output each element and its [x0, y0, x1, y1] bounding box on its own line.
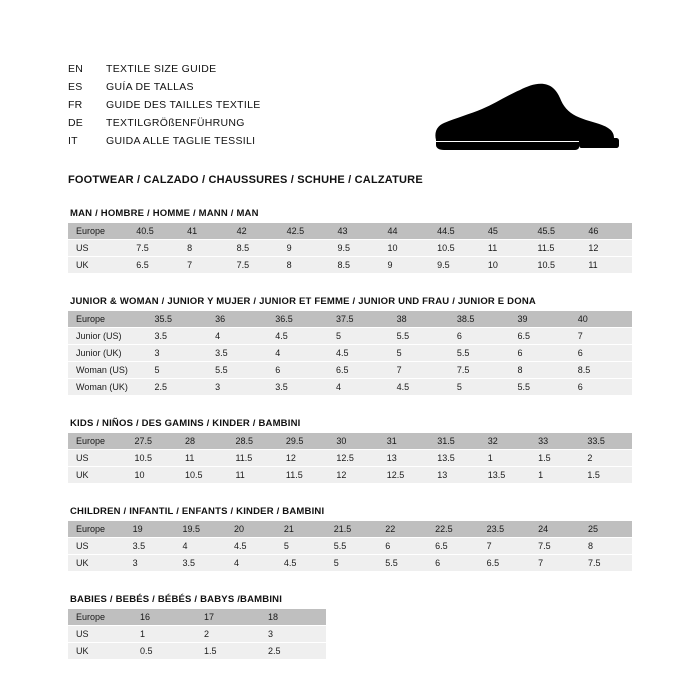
table-row — [68, 538, 632, 555]
cell: 9 — [381, 257, 431, 274]
cell: 3 — [148, 345, 209, 362]
head-cell: 37.5 — [330, 311, 391, 328]
head-cell: 29.5 — [280, 433, 330, 450]
language-title: TEXTILGRÖßENFÜHRUNG — [106, 117, 245, 129]
group-junior-woman — [68, 296, 632, 396]
cell: 4.5 — [269, 328, 330, 345]
group-title-children: CHILDREN / INFANTIL / ENFANTS / KINDER / BAMBINI — [70, 506, 325, 517]
cell: 8.5 — [331, 257, 381, 274]
row-label: UK — [68, 257, 130, 274]
cell: 11.5 — [532, 240, 583, 257]
cell: 7 — [572, 328, 632, 345]
table-head-row — [68, 223, 632, 240]
cell: 2.5 — [262, 643, 326, 660]
cell: 11 — [229, 467, 279, 484]
group-babies — [68, 594, 632, 660]
row-label: Junior (US) — [68, 328, 148, 345]
group-title-babies: BABIES / BEBÉS / BÉBÉS / BABYS /BAMBINI — [70, 594, 283, 605]
cell: 6 — [572, 345, 632, 362]
language-title: TEXTILE SIZE GUIDE — [106, 63, 217, 75]
cell: 10 — [381, 240, 431, 257]
table-row — [68, 240, 632, 257]
language-code: IT — [68, 135, 78, 147]
table-row — [68, 450, 632, 467]
language-code: FR — [68, 99, 83, 111]
cell: 13 — [381, 450, 431, 467]
cell: 2.5 — [148, 379, 209, 396]
language-title: GUÍA DE TALLAS — [106, 81, 194, 93]
head-cell: 19 — [127, 521, 177, 538]
cell: 6.5 — [130, 257, 181, 274]
cell: 5.5 — [512, 379, 572, 396]
head-cell: 21 — [278, 521, 328, 538]
cell: 5 — [451, 379, 512, 396]
table-row — [68, 345, 632, 362]
table-row — [68, 362, 632, 379]
head-cell: 41 — [181, 223, 231, 240]
size-table-kids — [68, 433, 632, 484]
cell: 3 — [262, 626, 326, 643]
cell: 3.5 — [269, 379, 330, 396]
language-title: GUIDA ALLE TAGLIE TESSILI — [106, 135, 256, 147]
cell: 4.5 — [278, 555, 328, 572]
row-label: Woman (UK) — [68, 379, 148, 396]
cell: 12 — [280, 450, 330, 467]
cell: 4 — [330, 379, 391, 396]
group-title-junior-woman: JUNIOR & WOMAN / JUNIOR Y MUJER / JUNIOR ET FEMME / JUNIOR UND FRAU / JUNIOR E DONA — [70, 296, 536, 307]
cell: 4.5 — [391, 379, 451, 396]
head-cell: 40.5 — [130, 223, 181, 240]
cell: 5.5 — [209, 362, 269, 379]
head-cell: 31.5 — [431, 433, 481, 450]
cell: 12 — [330, 467, 380, 484]
head-cell: 24 — [532, 521, 582, 538]
cell: 5 — [391, 345, 451, 362]
head-cell: 21.5 — [328, 521, 380, 538]
row-label: Europe — [68, 521, 127, 538]
row-label: US — [68, 450, 129, 467]
cell: 7 — [481, 538, 533, 555]
cell: 5.5 — [379, 555, 429, 572]
head-cell: 45 — [482, 223, 532, 240]
head-cell: 38 — [391, 311, 451, 328]
cell: 7.5 — [582, 555, 632, 572]
cell: 6.5 — [429, 538, 481, 555]
cell: 11.5 — [280, 467, 330, 484]
cell: 8 — [582, 538, 632, 555]
cell: 6 — [512, 345, 572, 362]
row-label: UK — [68, 643, 134, 660]
cell: 4.5 — [330, 345, 391, 362]
dress-shoe-icon — [424, 82, 624, 152]
cell: 13 — [431, 467, 481, 484]
cell: 7.5 — [231, 257, 281, 274]
cell: 9 — [281, 240, 332, 257]
cell: 12.5 — [330, 450, 380, 467]
group-kids — [68, 418, 632, 484]
table-row — [68, 467, 632, 484]
cell: 6.5 — [512, 328, 572, 345]
head-cell: 38.5 — [451, 311, 512, 328]
cell: 4.5 — [228, 538, 278, 555]
cell: 3.5 — [176, 555, 228, 572]
cell: 7 — [391, 362, 451, 379]
language-code: DE — [68, 117, 83, 129]
size-table-babies — [68, 609, 326, 660]
cell: 6.5 — [481, 555, 533, 572]
head-cell: 28 — [179, 433, 229, 450]
cell: 4 — [228, 555, 278, 572]
cell: 1.5 — [581, 467, 632, 484]
head-cell: 36.5 — [269, 311, 330, 328]
cell: 3.5 — [127, 538, 177, 555]
table-head-row — [68, 433, 632, 450]
head-cell: 20 — [228, 521, 278, 538]
cell: 4 — [176, 538, 228, 555]
cell: 10 — [129, 467, 179, 484]
head-cell: 22.5 — [429, 521, 481, 538]
row-label: US — [68, 626, 134, 643]
cell: 4 — [209, 328, 269, 345]
row-label: Europe — [68, 433, 129, 450]
cell: 5 — [328, 555, 380, 572]
row-label: US — [68, 538, 127, 555]
table-row — [68, 643, 326, 660]
language-code: ES — [68, 81, 83, 93]
head-cell: 25 — [582, 521, 632, 538]
cell: 3 — [127, 555, 177, 572]
row-label: Europe — [68, 223, 130, 240]
size-table-children — [68, 521, 632, 572]
cell: 6.5 — [330, 362, 391, 379]
head-cell: 30 — [330, 433, 380, 450]
cell: 11 — [179, 450, 229, 467]
cell: 5 — [330, 328, 391, 345]
cell: 6 — [269, 362, 330, 379]
cell: 7.5 — [130, 240, 181, 257]
cell: 10.5 — [532, 257, 583, 274]
cell: 2 — [581, 450, 632, 467]
table-head-row — [68, 609, 326, 626]
cell: 11 — [582, 257, 632, 274]
head-cell: 16 — [134, 609, 198, 626]
table-row — [68, 555, 632, 572]
language-title: GUIDE DES TAILLES TEXTILE — [106, 99, 261, 111]
cell: 4 — [269, 345, 330, 362]
cell: 6 — [429, 555, 481, 572]
table-head-row — [68, 521, 632, 538]
row-label: UK — [68, 467, 129, 484]
cell: 1.5 — [532, 450, 581, 467]
head-cell: 44 — [381, 223, 431, 240]
head-cell: 28.5 — [229, 433, 279, 450]
cell: 5 — [148, 362, 209, 379]
table-row — [68, 626, 326, 643]
table-row — [68, 328, 632, 345]
head-cell: 23.5 — [481, 521, 533, 538]
cell: 7 — [181, 257, 231, 274]
cell: 1 — [482, 450, 532, 467]
head-cell: 27.5 — [129, 433, 179, 450]
cell: 8 — [281, 257, 332, 274]
cell: 7.5 — [532, 538, 582, 555]
cell: 8 — [181, 240, 231, 257]
cell: 5.5 — [451, 345, 512, 362]
head-cell: 45.5 — [532, 223, 583, 240]
cell: 3 — [209, 379, 269, 396]
cell: 1.5 — [198, 643, 262, 660]
head-cell: 31 — [381, 433, 431, 450]
row-label: Junior (UK) — [68, 345, 148, 362]
cell: 12 — [582, 240, 632, 257]
cell: 6 — [451, 328, 512, 345]
cell: 10.5 — [129, 450, 179, 467]
table-row — [68, 379, 632, 396]
row-label: UK — [68, 555, 127, 572]
size-table-junior-woman — [68, 311, 632, 396]
cell: 8.5 — [231, 240, 281, 257]
cell: 7 — [532, 555, 582, 572]
head-cell: 18 — [262, 609, 326, 626]
table-head-row — [68, 311, 632, 328]
cell: 9.5 — [331, 240, 381, 257]
cell: 2 — [198, 626, 262, 643]
cell: 12.5 — [381, 467, 431, 484]
cell: 9.5 — [431, 257, 482, 274]
group-children — [68, 506, 632, 572]
head-cell: 19.5 — [176, 521, 228, 538]
group-title-man: MAN / HOMBRE / HOMME / MANN / MAN — [70, 208, 259, 219]
language-row — [68, 60, 632, 78]
cell: 6 — [572, 379, 632, 396]
cell: 0.5 — [134, 643, 198, 660]
row-label: Woman (US) — [68, 362, 148, 379]
head-cell: 40 — [572, 311, 632, 328]
head-cell: 39 — [512, 311, 572, 328]
cell: 8.5 — [572, 362, 632, 379]
cell: 11 — [482, 240, 532, 257]
cell: 8 — [512, 362, 572, 379]
cell: 10 — [482, 257, 532, 274]
head-cell: 43 — [331, 223, 381, 240]
head-cell: 33 — [532, 433, 581, 450]
cell: 5 — [278, 538, 328, 555]
document-header — [68, 60, 632, 156]
cell: 1 — [134, 626, 198, 643]
page-title: FOOTWEAR / CALZADO / CHAUSSURES / SCHUHE / CALZATURE — [68, 174, 423, 186]
head-cell: 17 — [198, 609, 262, 626]
cell: 11.5 — [229, 450, 279, 467]
row-label: Europe — [68, 609, 134, 626]
head-cell: 33.5 — [581, 433, 632, 450]
cell: 1 — [532, 467, 581, 484]
cell: 7.5 — [451, 362, 512, 379]
cell: 13.5 — [482, 467, 532, 484]
head-cell: 22 — [379, 521, 429, 538]
cell: 10.5 — [431, 240, 482, 257]
head-cell: 32 — [482, 433, 532, 450]
size-table-man — [68, 223, 632, 274]
cell: 5.5 — [328, 538, 380, 555]
cell: 3.5 — [148, 328, 209, 345]
head-cell: 42.5 — [281, 223, 332, 240]
head-cell: 35.5 — [148, 311, 209, 328]
cell: 13.5 — [431, 450, 481, 467]
head-cell: 44.5 — [431, 223, 482, 240]
head-cell: 42 — [231, 223, 281, 240]
language-code: EN — [68, 63, 83, 75]
group-man — [68, 208, 632, 274]
row-label: US — [68, 240, 130, 257]
head-cell: 36 — [209, 311, 269, 328]
cell: 6 — [379, 538, 429, 555]
group-title-kids: KIDS / NIÑOS / DES GAMINS / KINDER / BAMBINI — [70, 418, 301, 429]
cell: 10.5 — [179, 467, 229, 484]
head-cell: 46 — [582, 223, 632, 240]
row-label: Europe — [68, 311, 148, 328]
cell: 3.5 — [209, 345, 269, 362]
cell: 5.5 — [391, 328, 451, 345]
table-row — [68, 257, 632, 274]
